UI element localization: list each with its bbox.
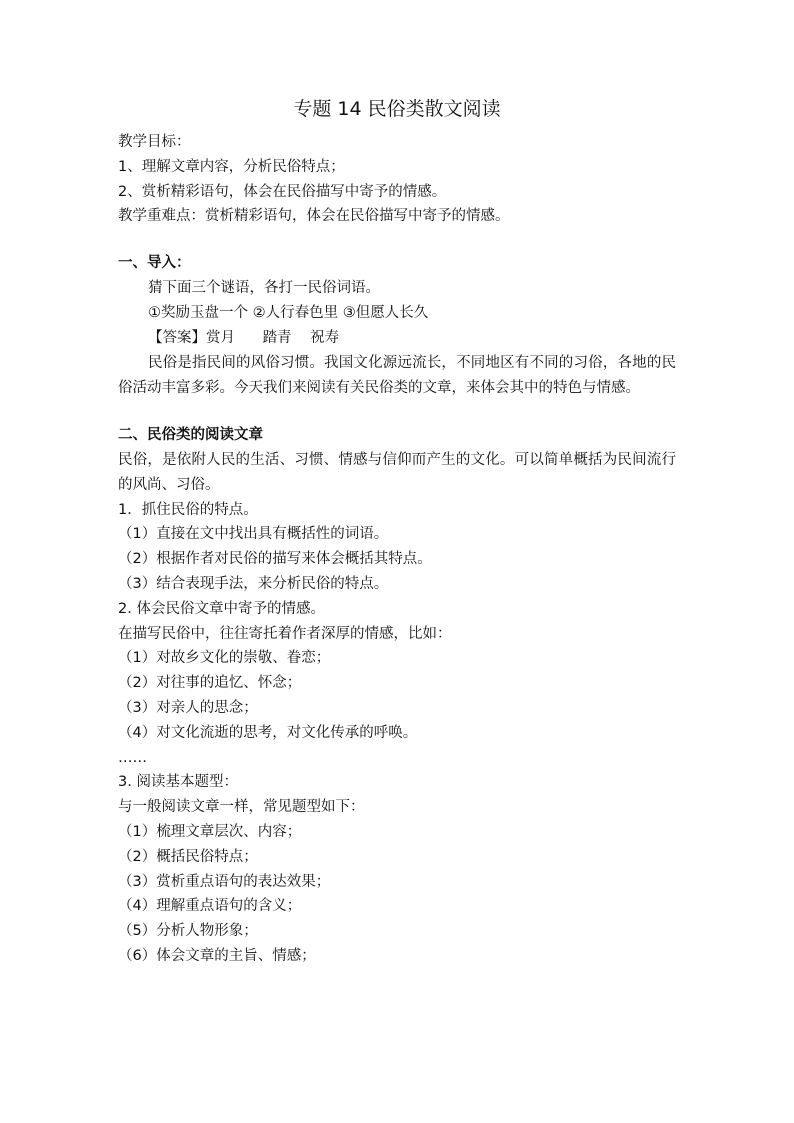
point2-intro: 在描写民俗中，往往寄托着作者深厚的情感，比如： <box>118 625 452 642</box>
point3-title: 3. 阅读基本题型： <box>118 774 238 791</box>
key-points: 教学重难点：赏析精彩语句，体会在民俗描写中寄予的情感。 <box>118 208 510 225</box>
list-item: （4）对文化流逝的思考，对文化传承的呼唤。 <box>118 724 418 741</box>
list-item: （3）结合表现手法，来分析民俗的特点。 <box>118 575 389 592</box>
intro-paragraph: 民俗是指民间的风俗习惯。我国文化源远流长，不同地区有不同的习俗，各地的民俗活动丰富多彩。今天我们来阅读有关民俗类的文章，来体会其中的特色与情感。 <box>118 354 676 396</box>
list-item: （4）理解重点语句的含义； <box>118 898 302 915</box>
point1-title: 1．抓住民俗的特点。 <box>118 501 258 518</box>
objective-item: 2、赏析精彩语句，体会在民俗描写中寄予的情感。 <box>118 183 447 200</box>
section1-heading: 一、导入： <box>118 255 191 272</box>
document-page <box>118 96 676 969</box>
section-gap <box>118 229 676 251</box>
list-item: （2）概括民俗特点； <box>118 848 258 865</box>
section2-heading: 二、民俗类的阅读文章 <box>118 426 263 443</box>
point3-intro: 与一般阅读文章一样，常见题型如下： <box>118 799 365 816</box>
list-item: （3）赏析重点语句的表达效果； <box>118 873 331 890</box>
ellipsis: …… <box>118 749 147 766</box>
point2-title: 2. 体会民俗文章中寄予的情感。 <box>118 600 325 617</box>
list-item: （1）对故乡文化的崇敬、眷恋； <box>118 650 331 667</box>
definition-paragraph: 民俗，是依附人民的生活、习惯、情感与信仰而产生的文化。可以简单概括为民间流行的风尚、习俗。 <box>118 451 676 493</box>
list-item: （6）体会文章的主旨、情感； <box>118 947 316 964</box>
list-item: （2）根据作者对民俗的描写来体会概括其特点。 <box>118 551 432 568</box>
page-title: 专题 14 民俗类散文阅读 <box>293 98 501 120</box>
riddle-intro: 猜下面三个谜语，各打一民俗词语。 <box>148 280 380 297</box>
list-item: （1）梳理文章层次、内容； <box>118 823 302 840</box>
riddle-answer: 【答案】赏月 踏青 祝寿 <box>148 329 340 346</box>
list-item: （3）对亲人的思念； <box>118 699 258 716</box>
list-item: （5）分析人物形象； <box>118 923 258 940</box>
objective-item: 1、理解文章内容，分析民俗特点； <box>118 158 345 175</box>
section-gap <box>118 401 676 423</box>
list-item: （2）对往事的追忆、怀念； <box>118 675 302 692</box>
objectives-label: 教学目标： <box>118 134 191 150</box>
list-item: （1）直接在文中找出具有概括性的词语。 <box>118 526 389 543</box>
riddles: ①奖励玉盘一个 ②人行春色里 ③但愿人长久 <box>148 304 429 321</box>
